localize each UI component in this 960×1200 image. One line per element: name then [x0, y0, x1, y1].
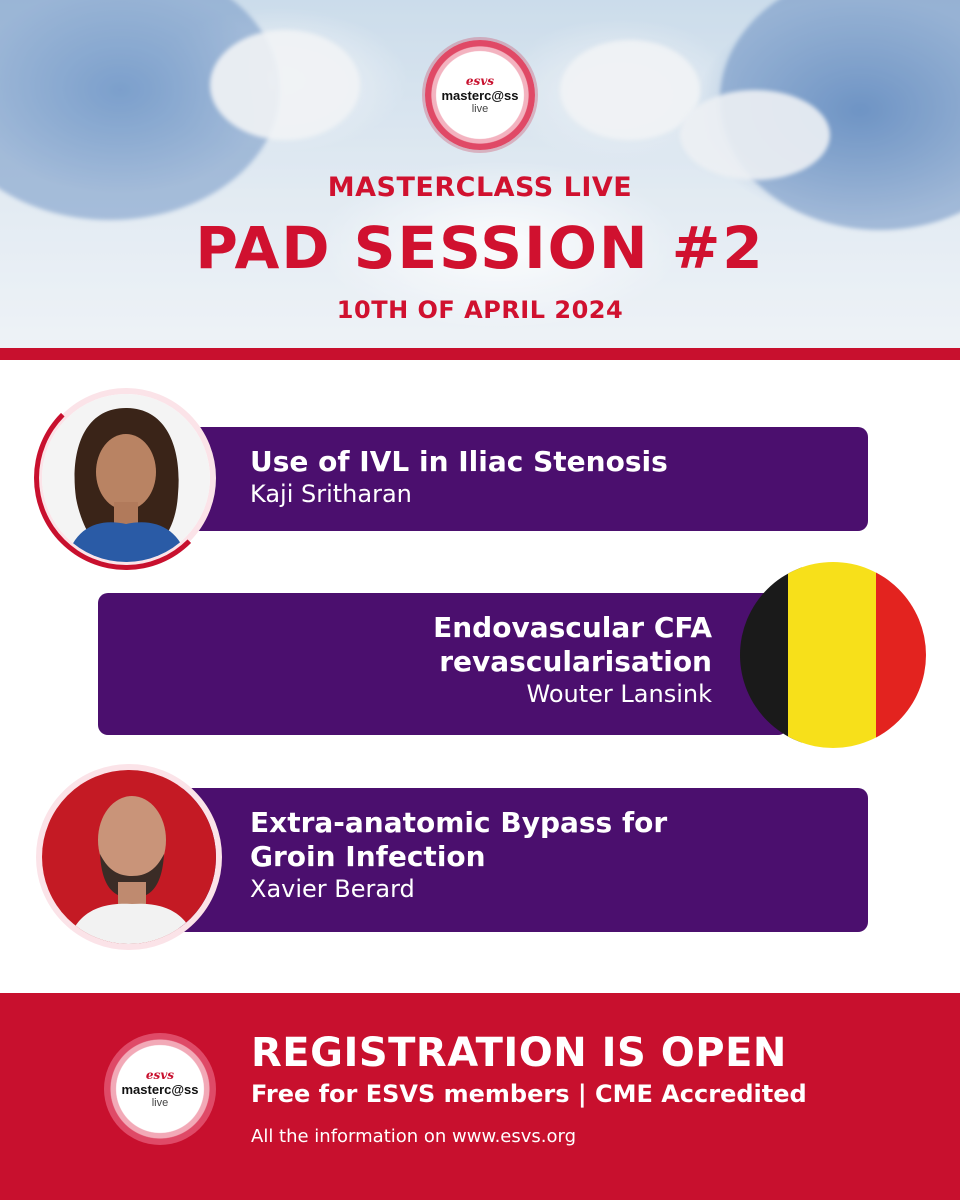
hero-banner	[0, 0, 960, 350]
session-speaker: Kaji Sritharan	[250, 480, 412, 508]
belgium-flag-image	[740, 562, 926, 748]
speaker-photo-1-accent	[34, 386, 218, 570]
overline-title: MASTERCLASS LIVE	[327, 172, 633, 203]
flag-stripe-yellow	[788, 562, 880, 748]
logo-live-text: live	[471, 103, 489, 115]
hero-divider	[0, 348, 960, 360]
session-title-line2: revascularisation	[439, 645, 712, 678]
registration-subline: Free for ESVS members | CME Accredited	[251, 1080, 807, 1108]
footer-logo-esvs-text: esvs	[145, 1068, 175, 1082]
session-title: Use of IVL in Iliac Stenosis	[250, 445, 668, 478]
registration-headline: REGISTRATION IS OPEN	[251, 1030, 787, 1076]
session-card-2	[98, 593, 788, 735]
session-card-3	[176, 788, 868, 932]
page-title: PAD SESSION #2	[195, 214, 765, 282]
session-speaker: Wouter Lansink	[526, 680, 712, 708]
footer-logo-live-text: live	[151, 1097, 169, 1109]
event-date: 10TH OF APRIL 2024	[336, 296, 624, 324]
logo-main-text: masterc@ss	[441, 88, 519, 103]
session-card-1	[176, 427, 868, 531]
session-title-line1: Extra-anatomic Bypass for	[250, 806, 668, 839]
flag-stripe-red	[876, 562, 926, 748]
registration-info-link[interactable]: All the information on www.esvs.org	[251, 1126, 577, 1147]
session-speaker: Xavier Berard	[250, 875, 415, 903]
logo-esvs-text: esvs	[465, 74, 495, 88]
footer-logo-main-text: masterc@ss	[121, 1082, 199, 1097]
session-title-line2: Groin Infection	[250, 840, 486, 873]
footer-masterclass-logo	[104, 1033, 216, 1145]
speaker-portrait-man	[42, 770, 216, 944]
speaker-photo-3	[36, 764, 222, 950]
masterclass-logo	[425, 40, 535, 150]
session-title-line1: Endovascular CFA	[433, 611, 712, 644]
